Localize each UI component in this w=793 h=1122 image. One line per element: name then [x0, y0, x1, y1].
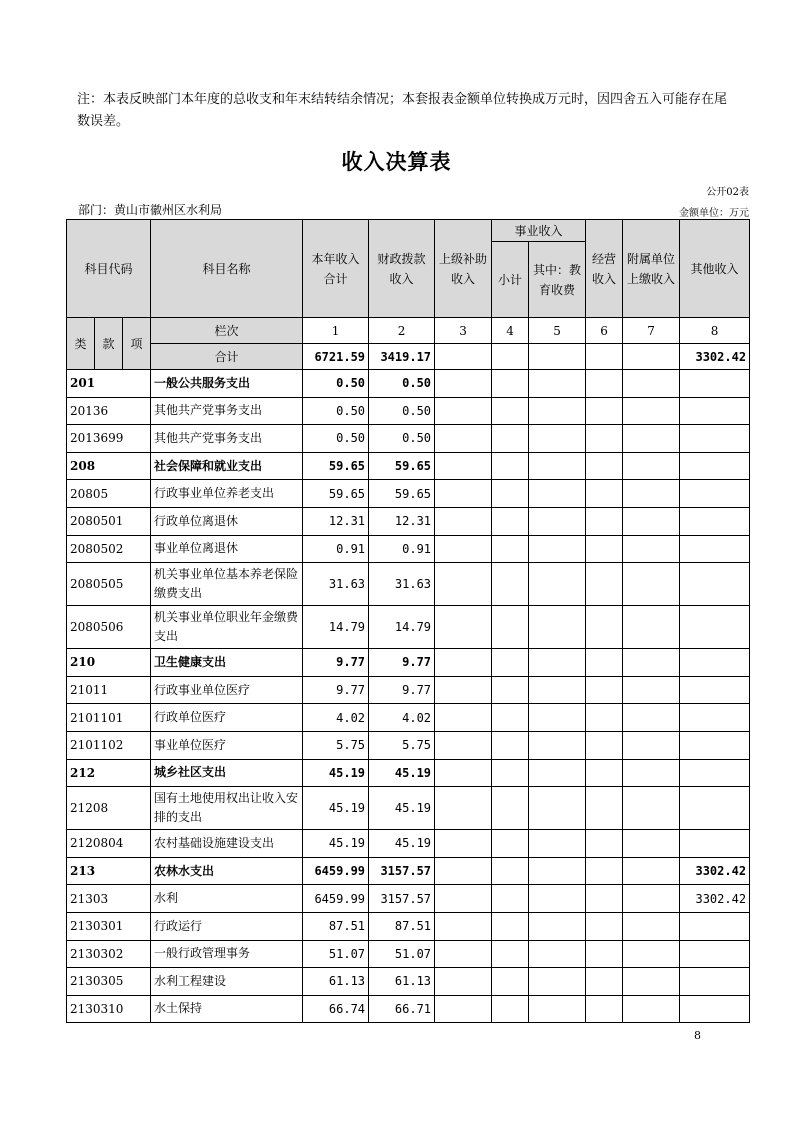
row-col7 [623, 857, 680, 885]
row-col5 [529, 704, 586, 732]
row-col1: 51.07 [303, 940, 369, 968]
row-code: 208 [67, 452, 151, 480]
row-col4 [492, 397, 529, 425]
row-col7 [623, 940, 680, 968]
row-col6 [586, 676, 623, 704]
row-col5 [529, 830, 586, 858]
total-col8: 3302.42 [680, 344, 750, 370]
total-col3 [435, 344, 492, 370]
row-col8 [680, 370, 750, 398]
total-col4 [492, 344, 529, 370]
row-col1: 66.74 [303, 995, 369, 1023]
row-code: 20136 [67, 397, 151, 425]
row-name: 城乡社区支出 [151, 759, 303, 787]
row-col5 [529, 885, 586, 913]
row-col5 [529, 759, 586, 787]
row-col2: 45.19 [369, 759, 435, 787]
row-col8 [680, 830, 750, 858]
row-col2: 59.65 [369, 480, 435, 508]
row-col5 [529, 857, 586, 885]
row-col3 [435, 731, 492, 759]
row-code: 212 [67, 759, 151, 787]
header-col2: 财政拨款收入 [369, 220, 435, 318]
row-col5 [529, 535, 586, 563]
row-col1: 45.19 [303, 830, 369, 858]
row-col8 [680, 606, 750, 649]
row-col1: 31.63 [303, 563, 369, 606]
row-col2: 61.13 [369, 968, 435, 996]
row-col1: 61.13 [303, 968, 369, 996]
row-name: 水土保持 [151, 995, 303, 1023]
row-name: 行政运行 [151, 912, 303, 940]
table-row [67, 968, 750, 996]
row-name: 水利工程建设 [151, 968, 303, 996]
header-career-income: 事业收入 [492, 220, 586, 242]
header-lanci: 栏次 [151, 318, 303, 344]
total-col6 [586, 344, 623, 370]
row-col3 [435, 649, 492, 677]
row-col4 [492, 563, 529, 606]
row-col3 [435, 425, 492, 453]
row-col2: 12.31 [369, 507, 435, 535]
row-col1: 6459.99 [303, 885, 369, 913]
row-col8 [680, 968, 750, 996]
row-col6 [586, 370, 623, 398]
row-col7 [623, 830, 680, 858]
row-col7 [623, 507, 680, 535]
row-col7 [623, 787, 680, 830]
row-name: 行政事业单位养老支出 [151, 480, 303, 508]
row-col1: 14.79 [303, 606, 369, 649]
table-row [67, 830, 750, 858]
header-col5: 其中：教育收费 [529, 242, 586, 318]
row-col3 [435, 676, 492, 704]
row-col1: 6459.99 [303, 857, 369, 885]
row-col3 [435, 940, 492, 968]
row-col2: 9.77 [369, 649, 435, 677]
row-col8 [680, 759, 750, 787]
col-index-2: 2 [369, 318, 435, 344]
row-col2: 3157.57 [369, 857, 435, 885]
row-col6 [586, 968, 623, 996]
row-code: 2080501 [67, 507, 151, 535]
table-row [67, 787, 750, 830]
row-code: 2130301 [67, 912, 151, 940]
row-col6 [586, 704, 623, 732]
row-col1: 0.50 [303, 397, 369, 425]
row-col3 [435, 480, 492, 508]
row-col6 [586, 995, 623, 1023]
row-col7 [623, 968, 680, 996]
row-col7 [623, 452, 680, 480]
col-index-6: 6 [586, 318, 623, 344]
row-col8: 3302.42 [680, 857, 750, 885]
row-name: 其他共产党事务支出 [151, 397, 303, 425]
row-name: 机关事业单位职业年金缴费支出 [151, 606, 303, 649]
row-col7 [623, 704, 680, 732]
row-col8 [680, 704, 750, 732]
row-col4 [492, 480, 529, 508]
row-col4 [492, 452, 529, 480]
row-col2: 4.02 [369, 704, 435, 732]
row-col6 [586, 940, 623, 968]
row-col2: 0.91 [369, 535, 435, 563]
row-col7 [623, 912, 680, 940]
row-code: 21303 [67, 885, 151, 913]
row-col8 [680, 940, 750, 968]
row-col5 [529, 995, 586, 1023]
row-col4 [492, 787, 529, 830]
row-col1: 0.50 [303, 425, 369, 453]
income-table [66, 219, 750, 1023]
row-col1: 45.19 [303, 759, 369, 787]
row-col3 [435, 606, 492, 649]
row-col3 [435, 968, 492, 996]
row-col2: 9.77 [369, 676, 435, 704]
row-col5 [529, 731, 586, 759]
row-col4 [492, 995, 529, 1023]
header-col6: 经营收入 [586, 220, 623, 318]
row-col2: 31.63 [369, 563, 435, 606]
row-col1: 0.50 [303, 370, 369, 398]
row-col2: 51.07 [369, 940, 435, 968]
row-col7 [623, 759, 680, 787]
row-col8 [680, 397, 750, 425]
row-col2: 87.51 [369, 912, 435, 940]
row-col7 [623, 563, 680, 606]
row-col6 [586, 787, 623, 830]
row-col4 [492, 968, 529, 996]
row-col2: 0.50 [369, 397, 435, 425]
row-col4 [492, 857, 529, 885]
table-row [67, 676, 750, 704]
row-name: 机关事业单位基本养老保险缴费支出 [151, 563, 303, 606]
col-index-7: 7 [623, 318, 680, 344]
row-col2: 0.50 [369, 425, 435, 453]
row-col3 [435, 397, 492, 425]
row-col8 [680, 507, 750, 535]
row-col4 [492, 425, 529, 453]
col-index-8: 8 [680, 318, 750, 344]
row-col1: 87.51 [303, 912, 369, 940]
row-col6 [586, 857, 623, 885]
table-row [67, 857, 750, 885]
table-row [67, 912, 750, 940]
row-col3 [435, 759, 492, 787]
col-index-5: 5 [529, 318, 586, 344]
row-col5 [529, 912, 586, 940]
row-code: 20805 [67, 480, 151, 508]
row-col6 [586, 563, 623, 606]
row-code: 2080505 [67, 563, 151, 606]
row-col2: 59.65 [369, 452, 435, 480]
row-col1: 59.65 [303, 480, 369, 508]
row-col2: 3157.57 [369, 885, 435, 913]
row-col7 [623, 480, 680, 508]
col-index-3: 3 [435, 318, 492, 344]
row-col6 [586, 759, 623, 787]
row-name: 国有土地使用权出让收入安排的支出 [151, 787, 303, 830]
table-row [67, 940, 750, 968]
row-code: 2080506 [67, 606, 151, 649]
row-name: 其他共产党事务支出 [151, 425, 303, 453]
row-col1: 0.91 [303, 535, 369, 563]
row-col5 [529, 676, 586, 704]
row-code: 21208 [67, 787, 151, 830]
row-name: 行政单位医疗 [151, 704, 303, 732]
row-name: 行政单位离退休 [151, 507, 303, 535]
row-col3 [435, 452, 492, 480]
row-col6 [586, 885, 623, 913]
row-col2: 66.71 [369, 995, 435, 1023]
row-code: 2101102 [67, 731, 151, 759]
row-col7 [623, 676, 680, 704]
row-col6 [586, 830, 623, 858]
row-col6 [586, 507, 623, 535]
row-col6 [586, 397, 623, 425]
row-col4 [492, 759, 529, 787]
row-col4 [492, 370, 529, 398]
col-index-4: 4 [492, 318, 529, 344]
header-col4: 小计 [492, 242, 529, 318]
row-col4 [492, 704, 529, 732]
row-col5 [529, 425, 586, 453]
row-name: 农村基础设施建设支出 [151, 830, 303, 858]
row-col4 [492, 885, 529, 913]
row-col6 [586, 425, 623, 453]
row-col8 [680, 480, 750, 508]
row-col3 [435, 995, 492, 1023]
row-code: 210 [67, 649, 151, 677]
row-col7 [623, 995, 680, 1023]
row-col4 [492, 649, 529, 677]
row-col5 [529, 787, 586, 830]
row-col5 [529, 940, 586, 968]
row-col8 [680, 452, 750, 480]
row-code: 201 [67, 370, 151, 398]
row-col8 [680, 535, 750, 563]
row-col2: 0.50 [369, 370, 435, 398]
row-col7 [623, 885, 680, 913]
row-col3 [435, 857, 492, 885]
row-col2: 5.75 [369, 731, 435, 759]
row-col3 [435, 370, 492, 398]
row-col7 [623, 370, 680, 398]
row-col5 [529, 397, 586, 425]
row-name: 一般行政管理事务 [151, 940, 303, 968]
row-col7 [623, 606, 680, 649]
header-kuan: 款 [95, 318, 123, 370]
row-col8 [680, 649, 750, 677]
row-col5 [529, 649, 586, 677]
table-row [67, 397, 750, 425]
row-col2: 45.19 [369, 830, 435, 858]
row-col4 [492, 912, 529, 940]
row-col3 [435, 507, 492, 535]
row-col5 [529, 507, 586, 535]
row-col8 [680, 425, 750, 453]
row-name: 水利 [151, 885, 303, 913]
row-col5 [529, 606, 586, 649]
header-col1: 本年收入合计 [303, 220, 369, 318]
row-name: 社会保障和就业支出 [151, 452, 303, 480]
table-row [67, 649, 750, 677]
table-row [67, 452, 750, 480]
row-code: 213 [67, 857, 151, 885]
row-col7 [623, 425, 680, 453]
row-col2: 45.19 [369, 787, 435, 830]
page-number: 8 [694, 1029, 701, 1042]
row-col8 [680, 676, 750, 704]
header-lei: 类 [67, 318, 95, 370]
table-row [67, 480, 750, 508]
row-col2: 14.79 [369, 606, 435, 649]
row-col4 [492, 940, 529, 968]
row-col5 [529, 563, 586, 606]
row-code: 2080502 [67, 535, 151, 563]
row-col6 [586, 480, 623, 508]
table-row [67, 885, 750, 913]
row-col3 [435, 563, 492, 606]
row-col6 [586, 649, 623, 677]
row-col4 [492, 535, 529, 563]
row-name: 一般公共服务支出 [151, 370, 303, 398]
row-col1: 45.19 [303, 787, 369, 830]
row-col8 [680, 912, 750, 940]
row-col7 [623, 397, 680, 425]
total-col7 [623, 344, 680, 370]
table-row [67, 535, 750, 563]
table-row [67, 507, 750, 535]
department-label: 部门：黄山市徽州区水利局 [78, 203, 223, 217]
row-col3 [435, 704, 492, 732]
row-col8 [680, 731, 750, 759]
row-code: 2130305 [67, 968, 151, 996]
row-col6 [586, 535, 623, 563]
row-col7 [623, 649, 680, 677]
row-col3 [435, 885, 492, 913]
row-col6 [586, 912, 623, 940]
table-row [67, 759, 750, 787]
row-code: 2130310 [67, 995, 151, 1023]
row-col5 [529, 452, 586, 480]
row-col1: 4.02 [303, 704, 369, 732]
row-col3 [435, 535, 492, 563]
row-col1: 12.31 [303, 507, 369, 535]
row-code: 21011 [67, 676, 151, 704]
total-label: 合计 [151, 344, 303, 370]
row-code: 2130302 [67, 940, 151, 968]
row-col6 [586, 606, 623, 649]
total-col1: 6721.59 [303, 344, 369, 370]
table-row [67, 606, 750, 649]
row-code: 2013699 [67, 425, 151, 453]
row-col5 [529, 370, 586, 398]
header-name: 科目名称 [151, 220, 303, 318]
row-col4 [492, 830, 529, 858]
total-col5 [529, 344, 586, 370]
table-number: 公开02表 [706, 187, 749, 198]
table-row [67, 995, 750, 1023]
row-col1: 9.77 [303, 676, 369, 704]
table-row [67, 731, 750, 759]
row-col8: 3302.42 [680, 885, 750, 913]
row-col4 [492, 507, 529, 535]
header-col7: 附属单位上缴收入 [623, 220, 680, 318]
row-col7 [623, 535, 680, 563]
table-row [67, 425, 750, 453]
row-col1: 9.77 [303, 649, 369, 677]
row-col3 [435, 787, 492, 830]
page-title: 收入决算表 [341, 150, 452, 174]
row-col3 [435, 830, 492, 858]
report-note: 注：本表反映部门本年度的总收支和年末结转结余情况；本套报表金额单位转换成万元时，因四舍五入可能存在尾数误差。 [77, 92, 728, 129]
row-col3 [435, 912, 492, 940]
row-col1: 5.75 [303, 731, 369, 759]
row-col4 [492, 606, 529, 649]
table-row [67, 370, 750, 398]
row-col4 [492, 731, 529, 759]
row-col6 [586, 452, 623, 480]
header-xiang: 项 [123, 318, 151, 370]
header-code: 科目代码 [67, 220, 151, 318]
unit-label: 金额单位：万元 [679, 208, 749, 219]
row-name: 农林水支出 [151, 857, 303, 885]
row-code: 2120804 [67, 830, 151, 858]
row-name: 卫生健康支出 [151, 649, 303, 677]
row-col8 [680, 563, 750, 606]
row-name: 行政事业单位医疗 [151, 676, 303, 704]
row-name: 事业单位离退休 [151, 535, 303, 563]
row-col7 [623, 731, 680, 759]
total-col2: 3419.17 [369, 344, 435, 370]
table-row [67, 563, 750, 606]
row-code: 2101101 [67, 704, 151, 732]
table-row [67, 704, 750, 732]
row-col8 [680, 787, 750, 830]
row-col8 [680, 995, 750, 1023]
row-col6 [586, 731, 623, 759]
row-col4 [492, 676, 529, 704]
row-col5 [529, 480, 586, 508]
row-name: 事业单位医疗 [151, 731, 303, 759]
header-col3: 上级补助收入 [435, 220, 492, 318]
col-index-1: 1 [303, 318, 369, 344]
row-col5 [529, 968, 586, 996]
header-col8: 其他收入 [680, 220, 750, 318]
row-col1: 59.65 [303, 452, 369, 480]
